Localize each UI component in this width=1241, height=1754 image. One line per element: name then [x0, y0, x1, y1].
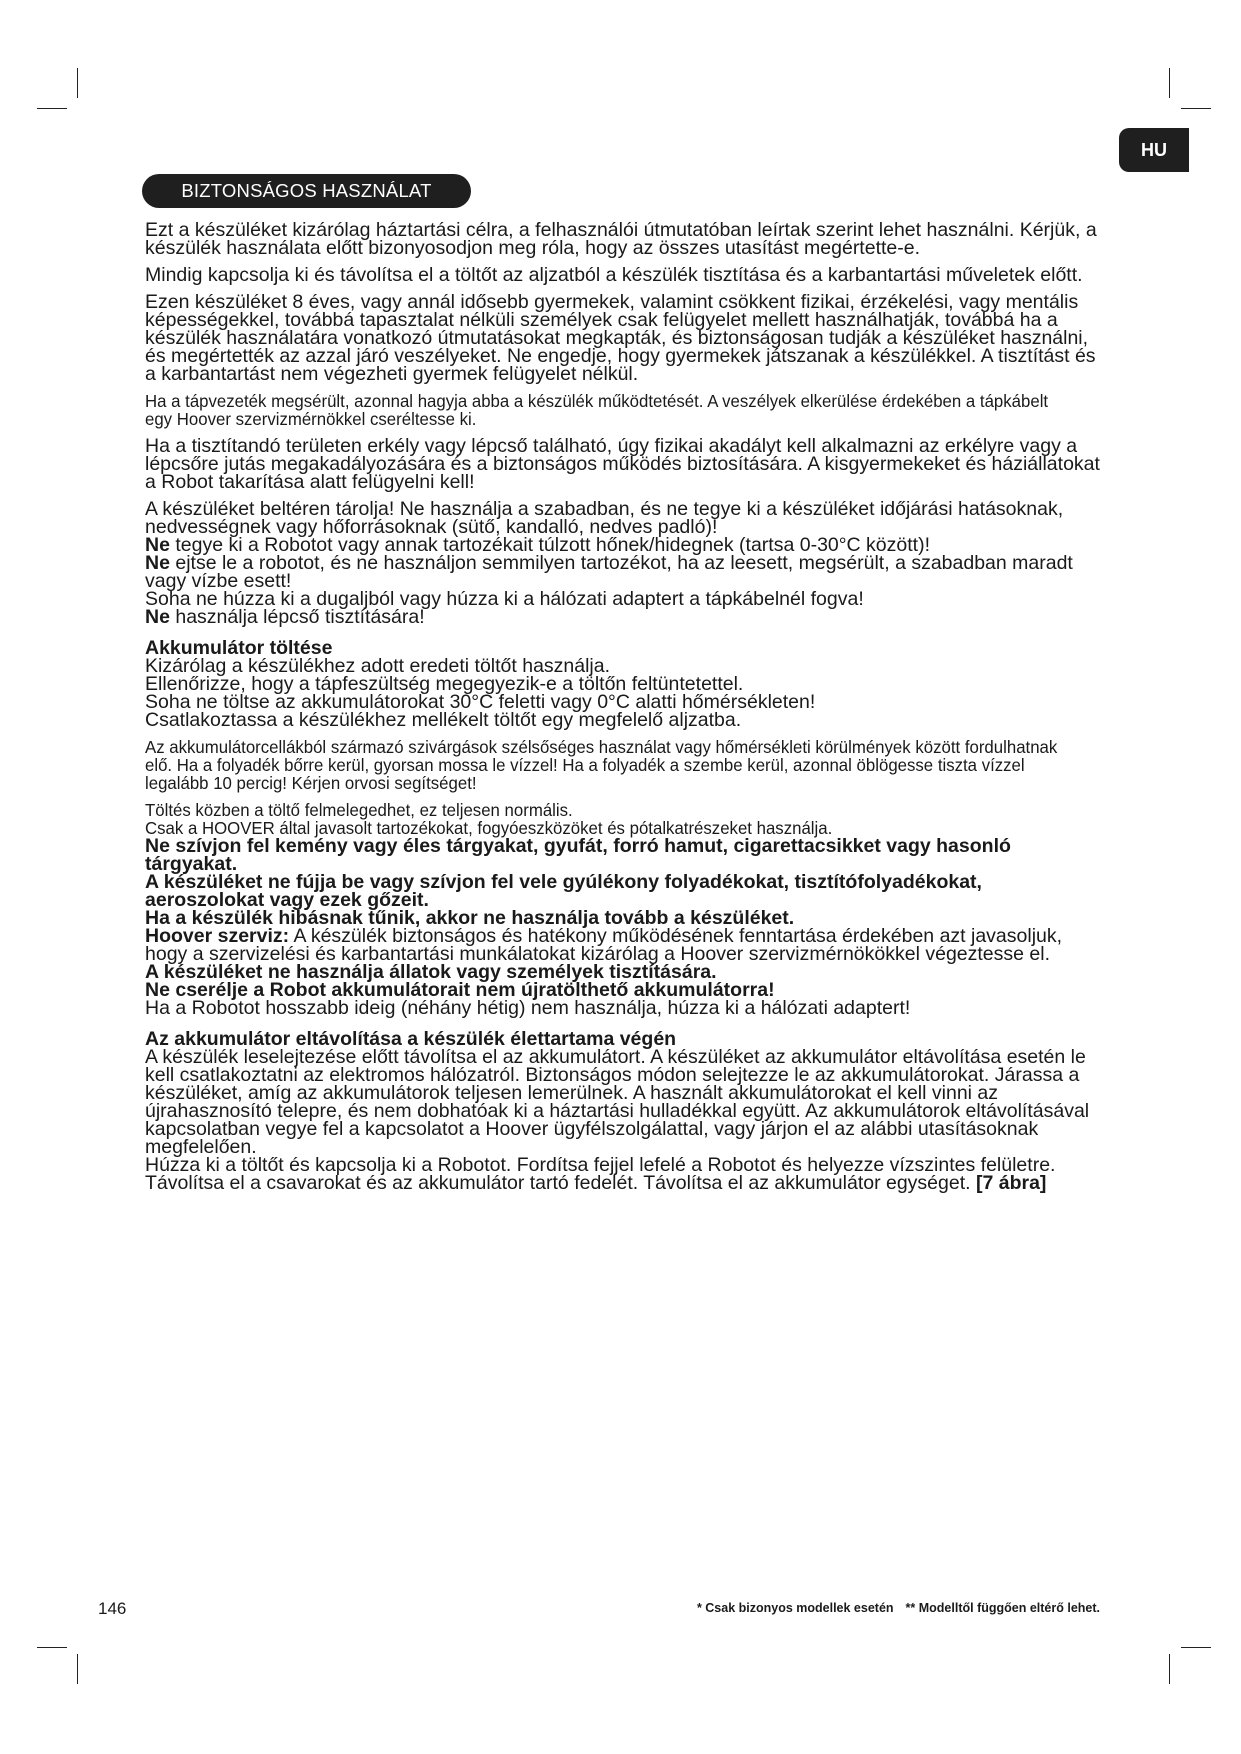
paragraph: Az akkumulátorcellákból származó szivárgások szélsőséges használat vagy hőmérsékleti körülmények között fordulhatnak elő. Ha a folyadék bőrre kerül, gyorsan mossa le vízzel! Ha a folyadék a szembe kerül, azonnal öblögesse tiszta vízzel legalább 10 percig! Kérjen orvosi segítséget! — [145, 737, 1058, 793]
paragraph: Ellenőrizze, hogy a tápfeszültség megegyezik-e a töltőn feltüntetettel. — [145, 673, 744, 695]
emphasis: Ne — [145, 606, 170, 628]
paragraph: Csatlakoztassa a készülékhez mellékelt töltőt egy megfelelő aljzatba. — [145, 709, 742, 731]
paragraph: Ha a tápvezeték megsérült, azonnal hagyja abba a készülék működtetését. A veszélyek elkerülése érdekében a tápkábelt egy Hoover szervizmérnökkel cseréltesse ki. — [145, 391, 1049, 429]
language-tab: HU — [1119, 128, 1189, 172]
crop-mark — [37, 108, 67, 109]
text: ejtse le a robotot, és ne használjon semmilyen tartozékot, ha az leesett, megsérült, a szabadban maradt vagy vízbe esett! — [145, 552, 1073, 592]
heading-charging: Akkumulátor töltése — [145, 637, 333, 659]
paragraph: Kizárólag a készülékhez adott eredeti töltőt használja. — [145, 655, 611, 677]
paragraph: Ha a tisztítandó területen erkély vagy lépcső található, úgy fizikai akadályt kell alkalmazni az erkélyre vagy a lépcsőre jutás megakadályozására és a biztonságos működés biztosítására. A kisgyermekeket és háziállatokat a Robot takarítása alatt felügyelni kell! — [145, 435, 1100, 493]
text: használja lépcső tisztítására! — [169, 606, 425, 628]
paragraph: Ezen készüléket 8 éves, vagy annál idősebb gyermekek, valamint csökkent fizikai, érzékelési, vagy mentális képességekkel, továbbá tapasztalat nélküli személyek csak felügyelet mellett használhatják, továbbá ha a készülék használatára vonatkozó útmutatásokat megkapták, és biztonságosan tudják a készüléket használni, és megértették az azzal járó veszélyeket. Ne engedje, hogy gyermekek játszanak a készülékkel. A tisztítást és a karbantartást nem végezheti gyermek felügyelet nélkül. — [145, 291, 1096, 385]
figure-reference: [7 ábra] — [975, 1172, 1047, 1194]
crop-mark — [1169, 68, 1170, 98]
paragraph: Soha ne húzza ki a dugaljból vagy húzza ki a hálózati adaptert a tápkábelnél fogva! — [145, 588, 864, 610]
paragraph: Töltés közben a töltő felmelegedhet, ez teljesen normális. — [145, 800, 573, 820]
paragraph: A készüléket beltéren tárolja! Ne használja a szabadban, és ne tegye ki a készüléket időjárási hatásoknak, nedvességnek vagy hőforrásoknak (sütő, kandalló, nedves padló)! — [145, 498, 1064, 538]
warning: A készüléket ne fújja be vagy szívjon fel vele gyúlékony folyadékokat, tisztítófolyadékokat, aeroszolokat vagy ezek gőzeit. — [145, 871, 982, 911]
paragraph: A készülék leselejtezése előtt távolítsa el az akkumulátort. A készüléket az akkumulátor eltávolítása esetén le kell csatlakoztatni az elektromos hálózatról. Biztonságos módon selejtezze le az akkumulátorokat. Járassa a készüléket, amíg az akkumulátorok teljesen lemerülnek. A használt akkumulátorokat el kell vinni az újrahasznosító telepre, és nem dobhatóak ki a háztartási hulladékkal együtt. Az akkumulátorok eltávolításával kapcsolatban vegye fel a kapcsolatot a Hoover ügyfélszolgálattal, vagy járjon el az alábbi utasításoknak megfelelően. — [145, 1046, 1090, 1158]
text: Húzza ki a töltőt és kapcsolja ki a Robotot. Fordítsa fejjel lefelé a Robotot és helyezze vízszintes felületre. Távolítsa el a csavarokat és az akkumulátor tartó fedelét. Távolítsa el az akkumulátor egységet. — [145, 1154, 1056, 1194]
crop-mark — [77, 1654, 78, 1684]
emphasis: Ne — [145, 552, 170, 574]
paragraph — [145, 608, 1105, 626]
crop-mark — [37, 1647, 67, 1648]
paragraph — [145, 554, 1105, 590]
paragraph: Ezt a készüléket kizárólag háztartási célra, a felhasználói útmutatóban leírtak szerint lehet használni. Kérjük, a készülék használata előtt bizonyosodjon meg róla, hogy az összes utasítást megértette-e. — [145, 219, 1097, 259]
text: tegye ki a Robotot vagy annak tartozékait túlzott hőnek/hidegnek (tartsa 0-30°C között)! — [169, 534, 930, 556]
crop-mark — [1181, 1647, 1211, 1648]
paragraph: Ha a Robotot hosszabb ideig (néhány hétig) nem használja, húzza ki a hálózati adaptert! — [145, 997, 911, 1019]
paragraph — [145, 1156, 1105, 1192]
paragraph: Soha ne töltse az akkumulátorokat 30°C feletti vagy 0°C alatti hőmérsékleten! — [145, 691, 816, 713]
page-number: 146 — [98, 1599, 127, 1618]
warning: Ne cserélje a Robot akkumulátorait nem újratölthető akkumulátorra! — [145, 979, 775, 1001]
footnote: * Csak bizonyos modellek esetén — [696, 1601, 894, 1615]
text: A készülék biztonságos és hatékony működésének fenntartása érdekében azt javasoljuk, hogy a szervizelési és karbantartási munkálatokat kizárólag a Hoover szervizmérnökökkel végeztesse el. — [145, 925, 1063, 965]
paragraph: Csak a HOOVER által javasolt tartozékokat, fogyóeszközöket és pótalkatrészeket használja. — [145, 818, 833, 838]
warning: Ne szívjon fel kemény vagy éles tárgyakat, gyufát, forró hamut, cigarettacsikket vagy hasonló tárgyakat. — [145, 835, 1011, 875]
warning: A készüléket ne használja állatok vagy személyek tisztítására. — [145, 961, 717, 983]
emphasis: Hoover szerviz: — [145, 925, 290, 947]
heading-removal: Az akkumulátor eltávolítása a készülék élettartama végén — [145, 1028, 677, 1050]
crop-mark — [77, 68, 78, 98]
paragraph: Mindig kapcsolja ki és távolítsa el a töltőt az aljzatból a készülék tisztítása és a karbantartási műveletek előtt. — [145, 264, 1083, 286]
footnotes — [697, 1601, 1100, 1615]
warning: Ha a készülék hibásnak tűnik, akkor ne használja tovább a készüléket. — [145, 907, 795, 929]
crop-mark — [1169, 1654, 1170, 1684]
page-content — [145, 221, 1105, 1192]
footnote: ** Modelltől függően eltérő lehet. — [905, 1601, 1100, 1615]
emphasis: Ne — [145, 534, 170, 556]
paragraph — [145, 927, 1105, 963]
section-title: BIZTONSÁGOS HASZNÁLAT — [142, 174, 471, 208]
crop-mark — [1181, 108, 1211, 109]
